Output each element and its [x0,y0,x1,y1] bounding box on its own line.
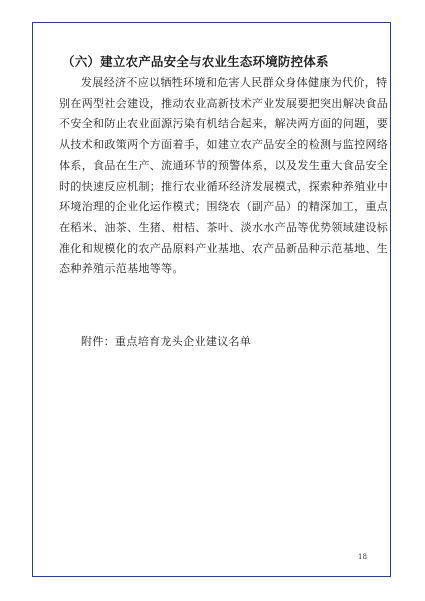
paragraph-line: 态种养殖示范基地等等。 [59,262,184,276]
attachment-note: 附件：重点培育龙头企业建议名单 [81,335,252,348]
paragraph-line: 体系，食品在生产、流通环节的预警体系，以及发生重大食品安全 [59,158,389,172]
body-paragraph [59,73,389,280]
paragraph-line: 别在两型社会建设，推动农业高新技术产业发展要把突出解决食品 [59,96,389,110]
paragraph-line: 从技术和政策两个方面着手，如建立农产品安全的检测与监控网络 [59,138,389,152]
paragraph-line: 时的快速反应机制；推行农业循环经济发展模式，探索种养殖业中 [59,179,389,193]
page-number: 18 [358,553,367,561]
paragraph-line: 准化和规模化的农产品原料产业基地、农产品新品种示范基地、生 [59,241,389,255]
paragraph-line: 不安全和防止农业面源污染有机结合起来，解决两方面的问题，要 [59,117,389,131]
paragraph-line: 在稻米、油茶、生猪、柑桔、茶叶、淡水水产品等优势领域建设标 [59,220,389,234]
section-heading: （六）建立农产品安全与农业生态环境防控体系 [62,54,329,69]
paragraph-line: 发展经济不应以牺牲环境和危害人民群众身体健康为代价，特 [81,76,388,89]
paragraph-line: 环境治理的企业化运作模式；围绕农（副产品）的精深加工，重点 [59,200,389,214]
